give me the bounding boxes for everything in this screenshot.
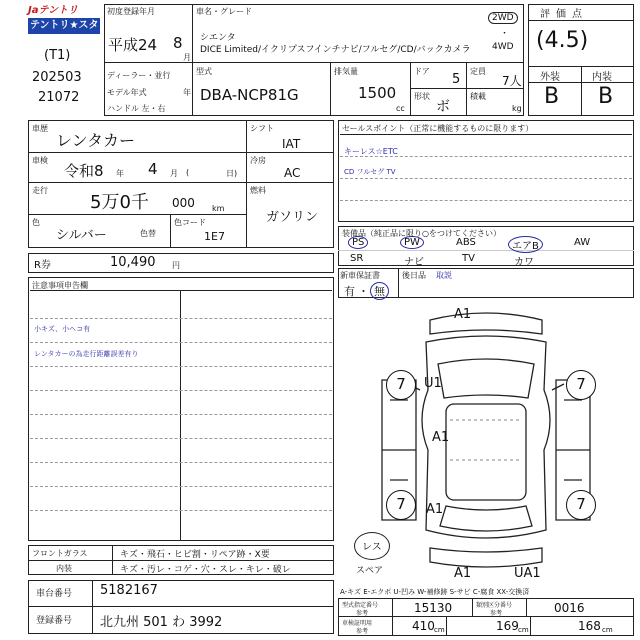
dims-width-unit: cm	[518, 626, 529, 634]
sales-label: セールスポイント（正常に機能するものに限ります）	[342, 124, 534, 133]
dims-width: 169	[496, 619, 519, 633]
mark-roof-a1: A1	[432, 430, 450, 445]
book-label: 後日品	[402, 271, 426, 280]
spare-label: スペア	[356, 566, 384, 576]
notes-label: 注意事項申告欄	[32, 281, 88, 290]
rcert-label: R券	[34, 260, 51, 271]
model-year-unit: 年	[183, 88, 191, 97]
logo-bottom: テントリ★スター	[30, 20, 99, 47]
lot-code: (T1)	[44, 48, 71, 63]
shape-label: 形状	[414, 92, 430, 101]
chassis-value: 5182167	[100, 583, 158, 598]
name-model: シエンタ	[200, 33, 236, 43]
int-score: B	[598, 84, 614, 109]
dims-cert-ref: 参考	[356, 628, 369, 635]
chassis-label: 車台番号	[36, 589, 73, 599]
reg-month-unit: 月	[183, 53, 191, 62]
mark-front-a1: A1	[454, 307, 472, 322]
equip-pw-label: PW	[400, 236, 424, 249]
dims-length-unit: cm	[434, 626, 445, 634]
equip-abs[interactable]: ABS	[456, 237, 476, 248]
cap-label: 定員	[470, 67, 486, 76]
fuel-label: 燃料	[250, 186, 266, 195]
shape-value: ボ	[436, 99, 450, 115]
equip-ps[interactable]	[348, 236, 368, 249]
dims-height-unit: cm	[602, 626, 613, 634]
disp-value: 1500	[358, 84, 397, 102]
inspect-year-unit: 年	[116, 169, 124, 178]
fuel-value: ガソリン	[266, 210, 319, 225]
plate-value: 北九州 501 わ 3992	[100, 615, 223, 630]
notes-box	[28, 277, 334, 541]
mileage-rest: 000	[172, 196, 195, 210]
drive-dot: ・	[500, 29, 510, 39]
top-info-box	[104, 4, 524, 116]
lot-number-2: 21072	[38, 90, 80, 105]
ac-label: 冷房	[250, 156, 266, 165]
ac-value: AC	[284, 166, 301, 180]
mileage-label: 走行	[32, 186, 48, 195]
model-year-label: モデル年式	[107, 88, 147, 97]
history-value: レンタカー	[56, 131, 135, 150]
equip-ps-label: PS	[348, 236, 368, 249]
score-label: 評価点	[540, 9, 588, 20]
dims-cert-label: 車検証明用	[342, 620, 373, 627]
warranty-no-label: 無	[370, 282, 389, 300]
warranty-yes[interactable]: 有	[344, 285, 355, 298]
equip-label: 装備品（純正品に限り○をつけてください）	[342, 229, 501, 238]
name-grade: DICE Limited/イクリプスフインチナビ/フルセグ/CD/バックカメラ	[200, 45, 471, 55]
plate-label: 登録番号	[36, 616, 73, 626]
color-value: シルバー	[56, 228, 107, 243]
interior-label: 内装	[56, 564, 72, 573]
logo-top: Jaテントリ	[28, 4, 100, 18]
drive-2wd: 2WD	[488, 12, 518, 24]
dims-model-value: 15130	[414, 601, 453, 615]
glass-text: キズ・飛石・ヒビ割・リペア跡・X要	[120, 550, 270, 560]
drive-4wd: 4WD	[492, 42, 514, 52]
mileage-unit: km	[212, 204, 225, 213]
rcert-unit: 円	[172, 261, 180, 270]
warranty-label: 新車保証書	[340, 271, 380, 280]
dims-height: 168	[578, 619, 601, 633]
mark-rear-a1: A1	[426, 502, 444, 517]
shift-label: シフト	[250, 124, 274, 133]
dims-class-ref: 参考	[490, 610, 503, 617]
interior-text: キズ・汚レ・コゲ・穴・スレ・キレ・破レ	[120, 565, 291, 575]
mark-u1: U1	[424, 376, 442, 391]
mark-right-front-7: 7	[566, 370, 596, 400]
dims-class-label: 類別区分番号	[476, 602, 513, 609]
sales-line-2: CD フルセグ TV	[344, 168, 396, 176]
dims-model-ref: 参考	[356, 610, 369, 617]
inspect-paren: (	[186, 168, 190, 177]
reg-label: 初度登録年月	[107, 7, 155, 16]
inspect-era: 令和8	[64, 162, 104, 180]
spare-tag: レス	[362, 542, 382, 553]
rcert-value: 10,490	[110, 255, 156, 270]
handle-label: ハンドル 左・右	[107, 104, 166, 113]
model-label: 型式	[196, 67, 212, 76]
logo	[28, 4, 100, 47]
book-value: 取説	[436, 271, 452, 280]
history-label: 車歴	[32, 124, 48, 133]
equip-pw[interactable]	[400, 236, 424, 249]
color-label: 色	[32, 218, 40, 227]
reg-month: 8	[173, 34, 183, 52]
equip-leather[interactable]: カワ	[514, 257, 534, 268]
load-label: 積載	[470, 92, 486, 101]
equip-airbag[interactable]	[508, 236, 543, 253]
color-code: 1E7	[204, 230, 225, 243]
dims-model-label: 型式指定番号	[342, 602, 379, 609]
model-value: DBA-NCP81G	[200, 86, 299, 104]
dealer-label: ディーラー・並行	[107, 71, 171, 80]
mark-right-rear-7: 7	[566, 490, 596, 520]
name-label: 車名・グレード	[196, 7, 252, 16]
disp-label: 排気量	[334, 67, 358, 76]
mark-rear-bumper-ua1: UA1	[514, 566, 541, 581]
score-value: (4.5)	[536, 28, 589, 53]
inspect-month-unit: 月	[170, 169, 178, 178]
cap-value: 7人	[502, 74, 522, 88]
equip-sr[interactable]: SR	[350, 253, 364, 264]
dims-class-value: 0016	[554, 601, 585, 615]
equip-navi[interactable]: ナビ	[404, 257, 424, 268]
inspect-day-unit: 日)	[226, 169, 238, 178]
notes-line-1: 小キズ、小ヘコ有	[34, 325, 91, 333]
reg-era-year: 平成24	[108, 36, 158, 54]
inspect-month: 4	[148, 160, 158, 178]
mark-left-front-7: 7	[386, 370, 416, 400]
int-label: 内装	[592, 72, 612, 83]
door-label: ドア	[414, 67, 430, 76]
warranty-no[interactable]	[370, 282, 389, 300]
equip-aw[interactable]: AW	[574, 237, 591, 248]
dims-length: 410	[412, 619, 435, 633]
mark-left-rear-7: 7	[386, 490, 416, 520]
door-value: 5	[452, 72, 461, 87]
ext-score: B	[544, 84, 560, 109]
warranty-dot: ・	[358, 285, 369, 298]
mileage-value: 5万0千	[90, 192, 149, 213]
ext-label: 外装	[540, 72, 560, 83]
inspect-label: 車検	[32, 156, 48, 165]
shift-value: IAT	[282, 137, 301, 151]
equip-airbag-label: エアB	[508, 236, 543, 253]
rcert-box	[28, 253, 334, 273]
notes-line-2: レンタカーの為走行距離誤差有り	[34, 350, 139, 358]
glass-label: フロントガラス	[32, 549, 88, 558]
sales-line-1: キーレス☆ETC	[344, 147, 398, 156]
color-change: 色替	[140, 229, 156, 238]
equip-tv[interactable]: TV	[462, 253, 475, 264]
disp-unit: cc	[396, 104, 405, 113]
mark-rear-bumper-a1: A1	[454, 566, 472, 581]
lot-number-1: 202503	[32, 70, 82, 85]
load-unit: kg	[512, 104, 522, 113]
color-code-label: 色コード	[174, 218, 206, 227]
damage-legend: A-キズ E-エクボ U-凹み W-補修跡 S-サビ C-腐食 XX-交換済	[340, 588, 530, 596]
